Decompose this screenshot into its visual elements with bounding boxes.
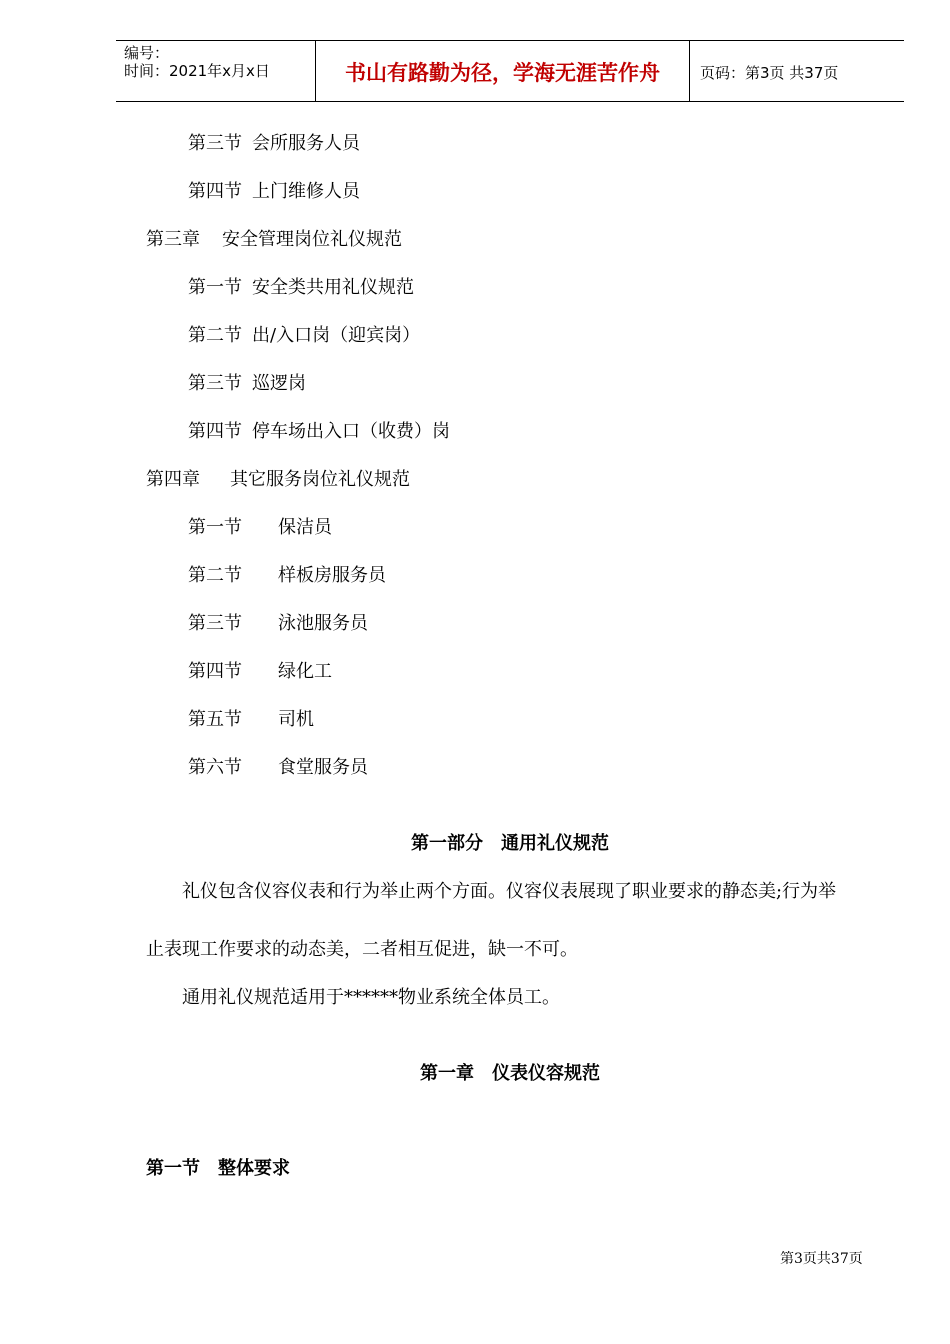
part-title: 第一部分 通用礼仪规范 — [411, 833, 609, 854]
page-footer: 第3页共37页 — [780, 1251, 863, 1267]
toc-entry-title: 停车场出入口（收费）岗 — [252, 421, 450, 442]
toc-entry-label: 第二节 — [188, 325, 242, 346]
toc-entry-title: 食堂服务员 — [278, 757, 368, 778]
toc-chapter-label: 第四章 — [146, 469, 200, 490]
paragraph-2: 通用礼仪规范适用于******物业系统全体员工。 — [182, 987, 560, 1008]
toc-entry — [188, 421, 450, 443]
toc-entry-title: 安全类共用礼仪规范 — [252, 277, 414, 298]
paragraph-1-line-2: 止表现工作要求的动态美，二者相互促进，缺一不可。 — [146, 939, 578, 960]
toc-entry-label: 第五节 — [188, 709, 242, 730]
toc-entry-title: 绿化工 — [278, 661, 332, 682]
toc-entry — [188, 277, 414, 299]
toc-entry-label: 第四节 — [188, 421, 242, 442]
toc-entry — [188, 517, 332, 539]
toc-entry — [188, 373, 306, 395]
header-time-label: 时间：2021年x月x日 — [124, 62, 270, 80]
toc-entry — [188, 661, 332, 683]
toc-chapter — [146, 229, 402, 251]
toc-entry-title: 泳池服务员 — [278, 613, 368, 634]
paragraph-1-line-1: 礼仪包含仪容仪表和行为举止两个方面。仪容仪表展现了职业要求的静态美;行为举 — [182, 881, 837, 902]
toc-entry-label: 第一节 — [188, 277, 242, 298]
toc-entry — [188, 565, 386, 587]
toc-entry-label: 第一节 — [188, 517, 242, 538]
header-number-label: 编号： — [124, 44, 170, 62]
toc-entry-title: 巡逻岗 — [252, 373, 306, 394]
header-meta-cell — [116, 41, 316, 101]
toc-entry-title: 保洁员 — [278, 517, 332, 538]
toc-entry — [188, 181, 360, 203]
toc-entry-title: 出/入口岗（迎宾岗） — [252, 325, 421, 346]
toc-entry-title: 会所服务人员 — [252, 133, 360, 154]
toc-chapter — [146, 469, 410, 491]
toc-entry — [188, 709, 314, 731]
toc-chapter-label: 第三章 — [146, 229, 200, 250]
toc-chapter-title: 安全管理岗位礼仪规范 — [222, 229, 402, 250]
toc-entry-label: 第三节 — [188, 613, 242, 634]
toc-entry-label: 第三节 — [188, 133, 242, 154]
header-motto: 书山有路勤为径，学海无涯苦作舟 — [316, 41, 690, 101]
page-header — [116, 40, 904, 102]
toc-entry-title: 样板房服务员 — [278, 565, 386, 586]
header-page-label: 页码：第3页 共37页 — [700, 64, 839, 82]
chapter-title: 第一章 仪表仪容规范 — [420, 1063, 600, 1084]
section-title: 第一节 整体要求 — [146, 1158, 290, 1179]
toc-entry — [188, 133, 360, 155]
toc-entry-label: 第四节 — [188, 661, 242, 682]
toc-entry-label: 第六节 — [188, 757, 242, 778]
toc-entry-label: 第四节 — [188, 181, 242, 202]
toc-entry-title: 上门维修人员 — [252, 181, 360, 202]
toc-entry — [188, 757, 368, 779]
toc-entry — [188, 325, 420, 347]
toc-entry-label: 第二节 — [188, 565, 242, 586]
toc-chapter-title: 其它服务岗位礼仪规范 — [230, 469, 410, 490]
toc-entry-label: 第三节 — [188, 373, 242, 394]
toc-entry — [188, 613, 368, 635]
toc-entry-title: 司机 — [278, 709, 314, 730]
